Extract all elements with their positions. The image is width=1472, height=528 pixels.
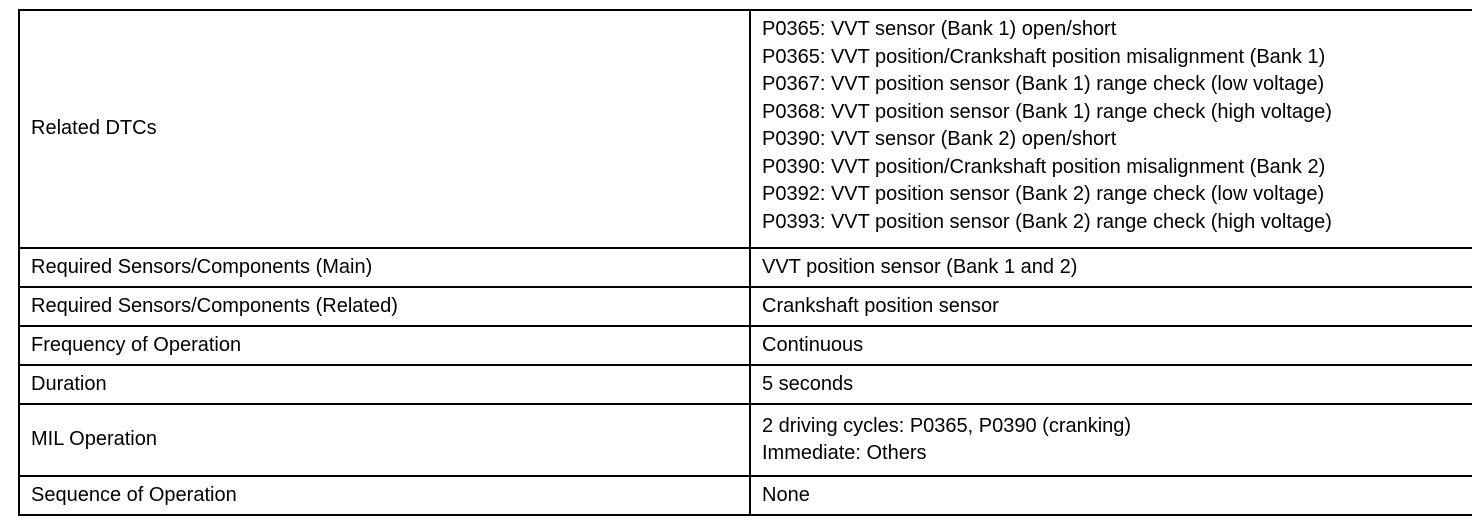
mil-line: 2 driving cycles: P0365, P0390 (cranking) xyxy=(762,414,1132,437)
row-value: None xyxy=(750,476,1472,515)
dtc-line: P0367: VVT position sensor (Bank 1) range check (low voltage) xyxy=(762,73,1325,95)
row-label: Related DTCs xyxy=(19,10,750,248)
table-row xyxy=(19,476,1472,515)
row-label: Frequency of Operation xyxy=(19,326,750,365)
row-value: 5 seconds xyxy=(750,365,1472,404)
dtc-line: P0393: VVT position sensor (Bank 2) range check (high voltage) xyxy=(762,210,1332,233)
dtc-line: P0390: VVT sensor (Bank 2) open/short xyxy=(762,128,1117,150)
table-row xyxy=(19,248,1472,287)
row-label: Required Sensors/Components (Related) xyxy=(19,287,750,326)
spec-table xyxy=(18,9,1472,516)
row-label: Sequence of Operation xyxy=(19,476,750,515)
row-value: VVT position sensor (Bank 1 and 2) xyxy=(750,248,1472,287)
dtc-line: P0365: VVT sensor (Bank 1) open/short xyxy=(762,18,1117,40)
table-row xyxy=(19,365,1472,404)
row-value xyxy=(750,10,1472,248)
table-row xyxy=(19,404,1472,476)
row-label: Required Sensors/Components (Main) xyxy=(19,248,750,287)
row-value xyxy=(750,404,1472,476)
mil-line: Immediate: Others xyxy=(762,442,927,464)
table-row xyxy=(19,326,1472,365)
dtc-line: P0392: VVT position sensor (Bank 2) range check (low voltage) xyxy=(762,183,1325,205)
row-label: Duration xyxy=(19,365,750,404)
row-value: Crankshaft position sensor xyxy=(750,287,1472,326)
dtc-line: P0365: VVT position/Crankshaft position misalignment (Bank 1) xyxy=(762,45,1326,68)
dtc-line: P0390: VVT position/Crankshaft position misalignment (Bank 2) xyxy=(762,155,1326,178)
row-value: Continuous xyxy=(750,326,1472,365)
row-label: MIL Operation xyxy=(19,404,750,476)
table-row xyxy=(19,10,1472,248)
table-row xyxy=(19,287,1472,326)
dtc-line: P0368: VVT position sensor (Bank 1) range check (high voltage) xyxy=(762,100,1332,123)
